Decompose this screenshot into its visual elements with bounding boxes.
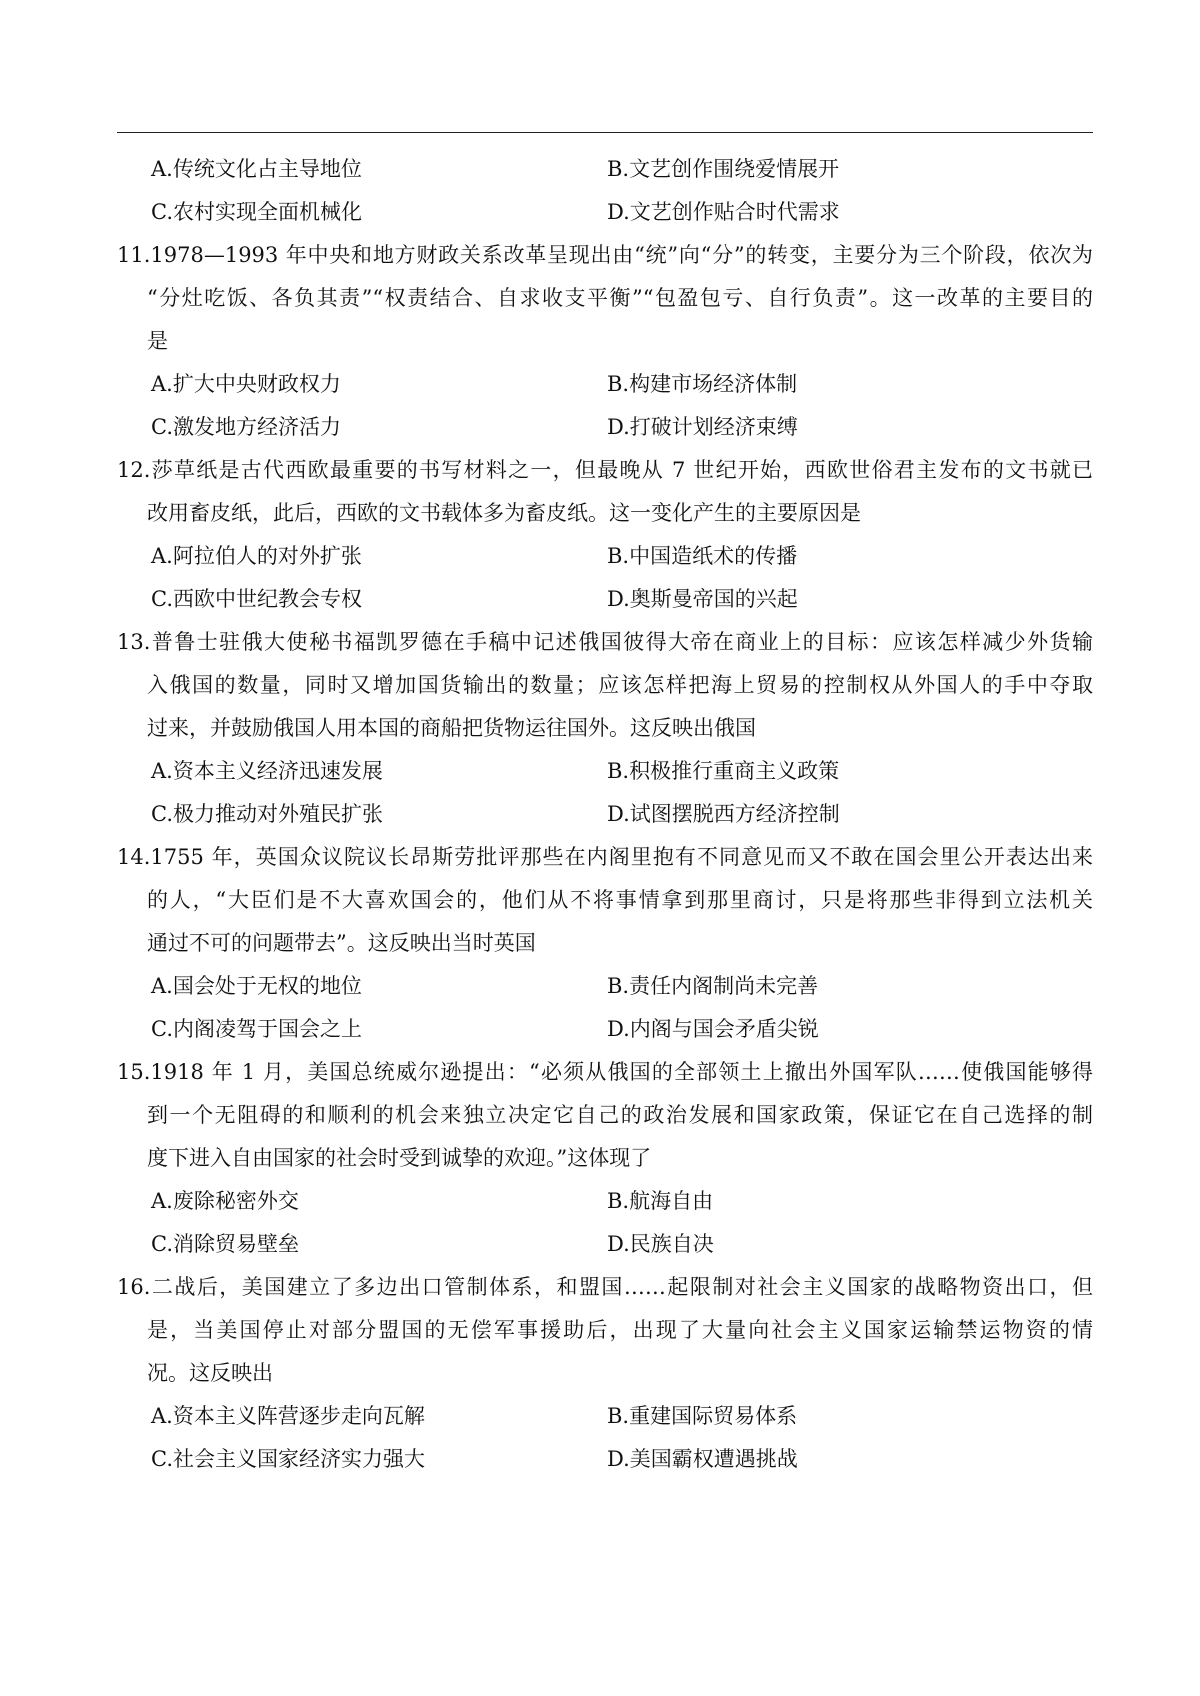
question-13: [117, 621, 1093, 836]
option-d[interactable]: D.美国霸权遭遇挑战: [607, 1447, 798, 1471]
option-b[interactable]: B.航海自由: [607, 1189, 714, 1213]
header-rule: [117, 132, 1093, 133]
option-a[interactable]: A.资本主义阵营逐步走向瓦解: [151, 1404, 425, 1428]
option-c[interactable]: C.消除贸易壁垒: [151, 1232, 299, 1256]
question-stem-line: “分灶吃饭、各负其责”“权责结合、自求收支平衡”“包盈包亏、自行负责”。这一改革的主要目的: [147, 286, 1093, 310]
options-row: [117, 750, 1093, 793]
option-a[interactable]: A.扩大中央财政权力: [151, 372, 341, 396]
options-row: [117, 1180, 1093, 1223]
question-16: [117, 1266, 1093, 1481]
options-row: [117, 406, 1093, 449]
question-stem-line: 15.1918 年 1 月，美国总统威尔逊提出：“必须从俄国的全部领土上撤出外国军队……使俄国能够得: [117, 1060, 1093, 1084]
question-stem-line: 的人，“大臣们是不大喜欢国会的，他们从不将事情拿到那里商讨，只是将那些非得到立法机关: [147, 888, 1093, 912]
question-stem-line: 况。这反映出: [147, 1361, 273, 1385]
option-b[interactable]: B.中国造纸术的传播: [607, 544, 798, 568]
question-stem-line: 是，当美国停止对部分盟国的无偿军事援助后，出现了大量向社会主义国家运输禁运物资的情: [147, 1318, 1093, 1342]
question-12: [117, 449, 1093, 621]
options-row: [117, 535, 1093, 578]
option-a[interactable]: A.阿拉伯人的对外扩张: [151, 544, 362, 568]
question-stem-line: 改用畜皮纸，此后，西欧的文书载体多为畜皮纸。这一变化产生的主要原因是: [147, 501, 861, 525]
question-stem-line: 到一个无阻碍的和顺利的机会来独立决定它自己的政治发展和国家政策，保证它在自己选择的制: [147, 1103, 1093, 1127]
option-b[interactable]: B.责任内阁制尚未完善: [607, 974, 819, 998]
question-stem-line: 通过不可的问题带去”。这反映出当时英国: [147, 931, 536, 955]
option-b[interactable]: B.构建市场经济体制: [607, 372, 798, 396]
option-a[interactable]: A.废除秘密外交: [151, 1189, 299, 1213]
option-c[interactable]: C.内阁凌驾于国会之上: [151, 1017, 362, 1041]
option-a[interactable]: A.国会处于无权的地位: [151, 974, 362, 998]
option-c[interactable]: C.激发地方经济活力: [151, 415, 341, 439]
options-row: [117, 793, 1093, 836]
question-stem-line: 12.莎草纸是古代西欧最重要的书写材料之一，但最晚从 7 世纪开始，西欧世俗君主发布的文书就已: [117, 458, 1093, 482]
options-row: [117, 578, 1093, 621]
option-b[interactable]: B.重建国际贸易体系: [607, 1404, 798, 1428]
option-c[interactable]: C.农村实现全面机械化: [151, 200, 362, 224]
options-row: [117, 363, 1093, 406]
option-c[interactable]: C.极力推动对外殖民扩张: [151, 802, 383, 826]
question-stem-line: 是: [147, 329, 168, 353]
question-stem-line: 14.1755 年，英国众议院议长昂斯劳批评那些在内阁里抱有不同意见而又不敢在国会里公开表达出来: [117, 845, 1093, 869]
question-stem-line: 11.1978—1993 年中央和地方财政关系改革呈现出由“统”向“分”的转变，主要分为三个阶段，依次为: [117, 243, 1093, 267]
option-c[interactable]: C.西欧中世纪教会专权: [151, 587, 362, 611]
option-a[interactable]: A.资本主义经济迅速发展: [151, 759, 383, 783]
option-d[interactable]: D.打破计划经济束缚: [607, 415, 798, 439]
question-11: [117, 234, 1093, 449]
options-row: [117, 965, 1093, 1008]
options-row: [117, 148, 1093, 191]
option-d[interactable]: D.文艺创作贴合时代需求: [607, 200, 840, 224]
question-stem-line: 13.普鲁士驻俄大使秘书福凯罗德在手稿中记述俄国彼得大帝在商业上的目标：应该怎样减少外货输: [117, 630, 1093, 654]
options-row: [117, 191, 1093, 234]
options-row: [117, 1223, 1093, 1266]
option-d[interactable]: D.奥斯曼帝国的兴起: [607, 587, 798, 611]
question-stem-line: 入俄国的数量，同时又增加国货输出的数量；应该怎样把海上贸易的控制权从外国人的手中夺取: [147, 673, 1093, 697]
option-c[interactable]: C.社会主义国家经济实力强大: [151, 1447, 425, 1471]
options-row: [117, 1008, 1093, 1051]
question-stem-line: 过来，并鼓励俄国人用本国的商船把货物运往国外。这反映出俄国: [147, 716, 756, 740]
question-stem-line: 16.二战后，美国建立了多边出口管制体系，和盟国……起限制对社会主义国家的战略物资出口，但: [117, 1275, 1093, 1299]
questions-content: [117, 148, 1093, 1481]
option-b[interactable]: B.文艺创作围绕爱情展开: [607, 157, 840, 181]
options-row: [117, 1395, 1093, 1438]
option-a[interactable]: A.传统文化占主导地位: [151, 157, 362, 181]
option-d[interactable]: D.内阁与国会矛盾尖锐: [607, 1017, 819, 1041]
option-d[interactable]: D.试图摆脱西方经济控制: [607, 802, 840, 826]
option-d[interactable]: D.民族自决: [607, 1232, 714, 1256]
question-stem-line: 度下进入自由国家的社会时受到诚挚的欢迎。”这体现了: [147, 1146, 652, 1170]
question-15: [117, 1051, 1093, 1266]
option-b[interactable]: B.积极推行重商主义政策: [607, 759, 840, 783]
question-14: [117, 836, 1093, 1051]
options-row: [117, 1438, 1093, 1481]
